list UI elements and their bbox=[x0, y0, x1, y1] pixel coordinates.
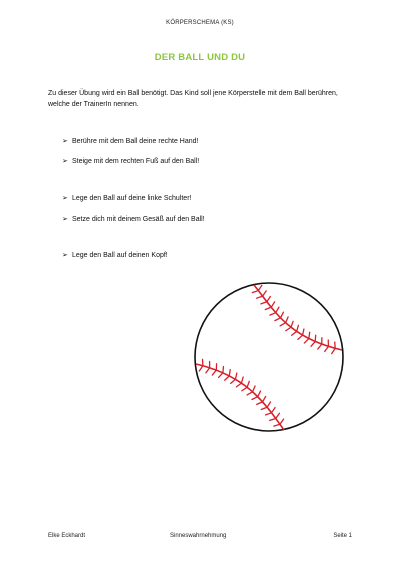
ball-stitch bbox=[223, 367, 224, 373]
footer-author: Elke Eckhardt bbox=[48, 533, 86, 539]
task-text: Lege den Ball auf deine linke Schulter! bbox=[72, 195, 192, 202]
task-text: Lege den Ball auf deinen Kopf! bbox=[72, 252, 168, 259]
list-item bbox=[62, 137, 198, 147]
ball-stitch bbox=[315, 335, 316, 341]
ball-stitch bbox=[309, 332, 310, 338]
list-item bbox=[62, 194, 191, 204]
list-item bbox=[62, 157, 199, 167]
task-text: Berühre mit dem Ball deine rechte Hand! bbox=[72, 138, 199, 145]
arrowhead-bullet-icon: ➢ bbox=[62, 158, 68, 165]
page-title: DER BALL UND DU bbox=[154, 52, 246, 63]
footer-page-number: Seite 1 bbox=[333, 533, 352, 539]
baseball-icon bbox=[192, 280, 346, 434]
list-item bbox=[62, 251, 168, 261]
page-header-label: KÖRPERSCHEMA (KS) bbox=[166, 20, 234, 26]
intro-text: Zu dieser Übung wird ein Ball benötigt. Das Kind soll jene Körperstelle mit dem Ball berühren, welche der TrainerIn nennen. bbox=[48, 90, 338, 108]
arrowhead-bullet-icon: ➢ bbox=[62, 252, 68, 259]
footer-subject: Sinneswahrnehmung bbox=[170, 533, 227, 539]
arrowhead-bullet-icon: ➢ bbox=[62, 138, 68, 145]
task-text: Setze dich mit deinem Gesäß auf den Ball! bbox=[72, 216, 205, 223]
arrowhead-bullet-icon: ➢ bbox=[62, 216, 68, 223]
arrowhead-bullet-icon: ➢ bbox=[62, 195, 68, 202]
task-text: Steige mit dem rechten Fuß auf den Ball! bbox=[72, 158, 200, 165]
list-item bbox=[62, 215, 205, 225]
